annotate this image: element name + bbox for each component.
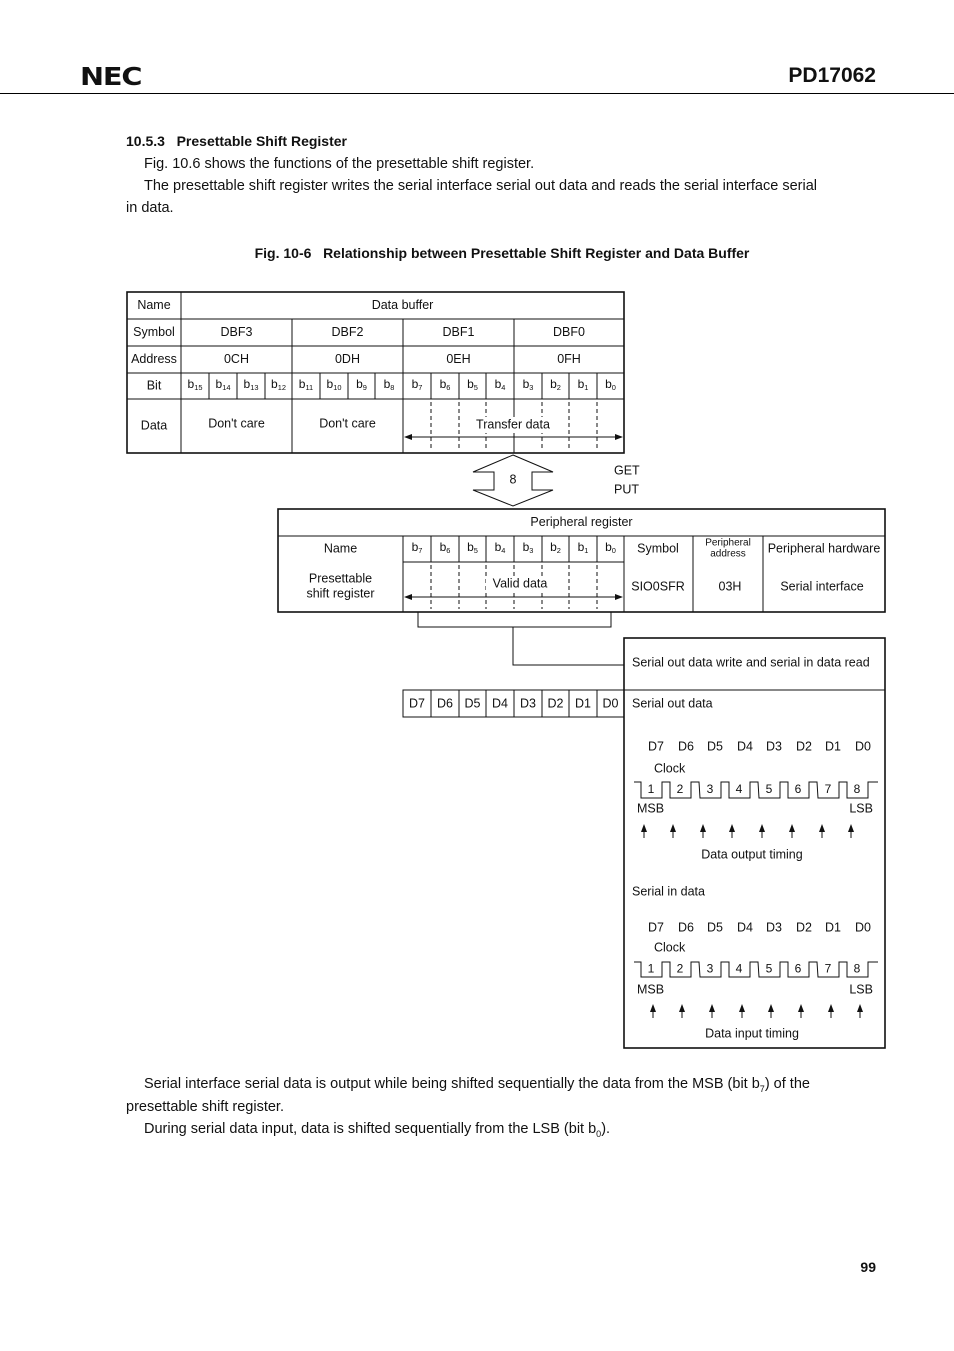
peripheral-col-hardware: Peripheral hardware	[767, 541, 881, 556]
serial-in-pulse-3: 3	[706, 961, 714, 976]
transfer-arrow-left-head	[404, 434, 412, 440]
serial-in-timing-arrow-head	[679, 1004, 685, 1012]
serial-out-timing-arrow-head	[789, 824, 795, 832]
serial-out-bit-d1: D1	[825, 739, 841, 754]
serial-out-timing-arrow-head	[819, 824, 825, 832]
serial-in-timing-arrow-head	[828, 1004, 834, 1012]
serial-out-lsb-label: LSB	[849, 801, 873, 816]
dbf-symbol: DBF3	[220, 324, 253, 339]
shift-data-d0: D0	[602, 696, 619, 711]
serial-in-pulse-6: 6	[794, 961, 802, 976]
serial-out-timing-arrow-head	[729, 824, 735, 832]
peripheral-bit-b4: $b_4$	[494, 540, 506, 555]
shift-data-d3: D3	[520, 696, 536, 711]
serial-out-pulse-5: 5	[765, 782, 773, 797]
serial-in-timing-arrow-head	[739, 1004, 745, 1012]
serial-in-timing-arrow-head	[650, 1004, 656, 1012]
footer-p1-b: ) of the	[764, 1076, 810, 1092]
footer-p2-sub: 0	[596, 1128, 602, 1139]
bus-width-label: 8	[509, 472, 517, 487]
dbf-symbol: DBF0	[553, 324, 585, 339]
footer-p2-a: During serial data input, data is shifted sequentially from the LSB (bit b	[144, 1121, 597, 1137]
row-label-name: Name	[137, 297, 171, 312]
peripheral-col-name: Name	[323, 541, 358, 556]
document-id: PD17062	[788, 64, 876, 87]
shift-register-name-line1: Presettable	[308, 571, 373, 586]
serial-in-timing-label: Data input timing	[705, 1026, 799, 1041]
peripheral-bit-b2: $b_2$	[550, 540, 561, 555]
serial-in-bit-d7: D7	[648, 920, 664, 935]
serial-in-label: Serial in data	[632, 884, 705, 899]
peripheral-col-address-line1: Peripheral	[705, 537, 751, 549]
dbf-address: 0CH	[223, 351, 250, 366]
serial-in-pulse-5: 5	[765, 961, 773, 976]
peripheral-bit-b3: $b_3$	[522, 540, 534, 555]
bit-label-b5: $b_5$	[467, 377, 478, 392]
paragraph-2-line-1: The presettable shift register writes the serial interface serial out data and reads the serial interface serial	[144, 178, 817, 194]
bit-label-b2: $b_2$	[550, 377, 561, 392]
serial-out-timing-arrow-head	[848, 824, 854, 832]
serial-in-bit-d6: D6	[678, 920, 694, 935]
transfer-data-label: Transfer data	[476, 417, 550, 432]
serial-in-pulse-7: 7	[824, 961, 832, 976]
footer-paragraph-2	[144, 1118, 610, 1145]
footer-p1-a: Serial interface serial data is output while being shifted sequentially the data from the MSB (bit b	[144, 1076, 760, 1092]
shift-data-d4: D4	[492, 696, 508, 711]
shift-register-bracket	[418, 612, 611, 627]
valid-data-label: Valid data	[492, 576, 548, 591]
serial-out-pulse-3: 3	[706, 782, 714, 797]
serial-out-bit-d4: D4	[737, 739, 753, 754]
shift-data-d1: D1	[575, 696, 591, 711]
serial-in-pulse-4: 4	[735, 961, 743, 976]
serial-in-clock-waveform	[634, 962, 878, 977]
serial-out-pulse-1: 1	[647, 782, 655, 797]
bit-label-b11: $b_{11}$	[298, 377, 314, 392]
get-label: GET	[614, 463, 640, 478]
transfer-arrow-right-head	[615, 434, 623, 440]
bit-label-b4: $b_4$	[494, 377, 506, 392]
serial-out-bit-d6: D6	[678, 739, 694, 754]
serial-in-clock-label: Clock	[654, 940, 686, 955]
serial-in-pulse-8: 8	[853, 961, 861, 976]
serial-in-timing-arrow-head	[768, 1004, 774, 1012]
serial-out-timing-arrow-head	[670, 824, 676, 832]
footer-paragraph-1-line-2: presettable shift register.	[126, 1099, 284, 1115]
serial-out-timing-arrow-head	[759, 824, 765, 832]
figure-caption: Fig. 10-6 Relationship between Presettable Shift Register and Data Buffer	[254, 245, 750, 261]
serial-out-msb-label: MSB	[637, 801, 665, 816]
serial-in-msb-label: MSB	[637, 982, 665, 997]
paragraph-2-line-2: in data.	[126, 200, 174, 216]
bit-label-b0: $b_0$	[605, 377, 616, 392]
peripheral-bit-b1: $b_1$	[577, 540, 589, 555]
peripheral-bit-b6: $b_6$	[439, 540, 451, 555]
bit-label-b8: $b_8$	[383, 377, 395, 392]
serial-in-bit-d0: D0	[855, 920, 871, 935]
footer-p1-sub: 7	[759, 1083, 765, 1094]
serial-out-clock-label: Clock	[654, 761, 686, 776]
dbf-address: 0FH	[557, 351, 581, 366]
section-heading: 10.5.3 Presettable Shift Register	[126, 133, 347, 149]
serial-out-pulse-6: 6	[794, 782, 802, 797]
serial-in-timing-arrow-head	[798, 1004, 804, 1012]
serial-in-bit-d4: D4	[737, 920, 753, 935]
dont-care-dbf2: Don't care	[319, 416, 376, 431]
peripheral-col-symbol: Symbol	[637, 541, 679, 556]
row-label-bit: Bit	[146, 378, 162, 393]
valid-arrow-left-head	[404, 594, 412, 600]
serial-in-pulse-1: 1	[647, 961, 655, 976]
bit-label-b1: $b_1$	[577, 377, 589, 392]
row-label-symbol: Symbol	[133, 324, 175, 339]
bit-label-b10: $b_{10}$	[326, 377, 342, 392]
data-buffer-name: Data buffer	[371, 297, 434, 312]
valid-arrow-right-head	[615, 594, 623, 600]
dbf-address: 0DH	[334, 351, 361, 366]
serial-out-timing-arrow-head	[700, 824, 706, 832]
dont-care-dbf3: Don't care	[208, 416, 265, 431]
serial-out-bit-d3: D3	[766, 739, 782, 754]
serial-in-bit-d1: D1	[825, 920, 841, 935]
serial-box-title: Serial out data write and serial in data read	[632, 655, 870, 670]
dbf-symbol: DBF2	[331, 324, 364, 339]
shift-register-name-line2: shift register	[306, 586, 375, 601]
dbf-symbol: DBF1	[442, 324, 475, 339]
bracket-connector	[513, 627, 624, 665]
serial-in-bit-d3: D3	[766, 920, 782, 935]
shift-data-d2: D2	[547, 696, 564, 711]
peripheral-hardware-value: Serial interface	[780, 579, 864, 594]
bit-label-b6: $b_6$	[439, 377, 451, 392]
row-label-address: Address	[131, 351, 177, 366]
bit-label-b3: $b_3$	[522, 377, 534, 392]
serial-out-clock-waveform	[634, 782, 878, 798]
serial-out-bit-d0: D0	[855, 739, 871, 754]
paragraph-1: Fig. 10.6 shows the functions of the presettable shift register.	[144, 156, 535, 172]
serial-out-timing-label: Data output timing	[701, 847, 803, 862]
bit-label-b13: $b_{13}$	[243, 377, 259, 392]
serial-in-timing-arrow-head	[709, 1004, 715, 1012]
row-label-data: Data	[140, 418, 168, 433]
peripheral-bit-b7: $b_7$	[411, 540, 423, 555]
shift-data-d7: D7	[409, 696, 425, 711]
peripheral-col-address-line2: address	[710, 548, 746, 560]
shift-data-d5: D5	[464, 696, 481, 711]
serial-in-bit-d2: D2	[796, 920, 812, 935]
serial-out-pulse-4: 4	[735, 782, 743, 797]
sio0sfr-symbol: SIO0SFR	[631, 579, 685, 594]
peripheral-address-value: 03H	[718, 579, 742, 594]
serial-out-pulse-7: 7	[824, 782, 832, 797]
bit-label-b7: $b_7$	[411, 377, 423, 392]
bit-label-b9: $b_9$	[356, 377, 367, 392]
serial-in-lsb-label: LSB	[849, 982, 873, 997]
serial-out-bit-d2: D2	[796, 739, 812, 754]
footer-p2-b: ).	[601, 1121, 611, 1137]
bit-label-b15: $b_{15}$	[187, 377, 203, 392]
serial-in-timing-arrow-head	[857, 1004, 863, 1012]
serial-out-pulse-8: 8	[853, 782, 861, 797]
page-number: 99	[860, 1259, 876, 1275]
peripheral-bit-b0: $b_0$	[605, 540, 616, 555]
serial-in-bit-d5: D5	[707, 920, 723, 935]
nec-logo: NEC	[80, 62, 142, 91]
bit-label-b14: $b_{14}$	[215, 377, 231, 392]
serial-out-bit-d7: D7	[648, 739, 664, 754]
peripheral-register-title: Peripheral register	[530, 514, 633, 529]
serial-out-pulse-2: 2	[676, 782, 684, 797]
serial-in-pulse-2: 2	[676, 961, 684, 976]
bit-label-b12: $b_{12}$	[271, 377, 286, 392]
serial-out-bit-d5: D5	[707, 739, 723, 754]
serial-out-label: Serial out data	[632, 696, 713, 711]
peripheral-bit-b5: $b_5$	[467, 540, 478, 555]
dbf-address: 0EH	[446, 351, 471, 366]
serial-out-timing-arrow-head	[641, 824, 647, 832]
put-label: PUT	[614, 482, 639, 497]
shift-data-d6: D6	[437, 696, 453, 711]
